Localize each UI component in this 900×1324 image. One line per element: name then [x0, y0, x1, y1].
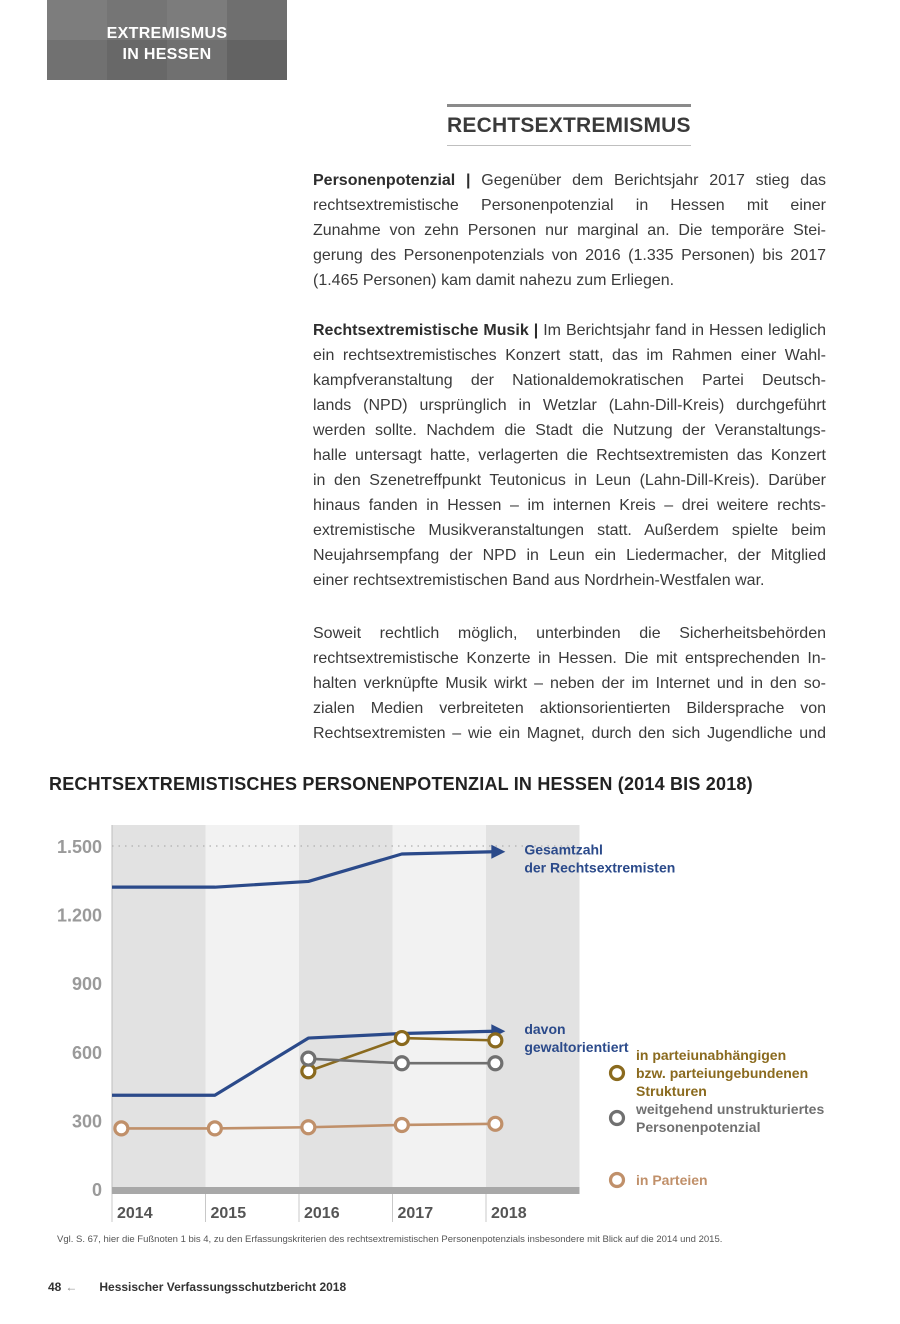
- paragraph-line: extremistische Musikveranstaltungen statt. Außerdem spielte beim: [313, 522, 826, 539]
- x-tick-label: 2018: [491, 1205, 527, 1222]
- legend-label: bzw. parteiungebundenen: [636, 1065, 809, 1081]
- chart-title: RECHTSEXTREMISTISCHES PERSONENPOTENZIAL IN HESSEN (2014 BIS 2018): [49, 774, 753, 794]
- header-line-1: EXTREMISMUS: [106, 25, 228, 42]
- paragraph-line: werden sollte. Nachdem die Stadt die Nutzung der Veranstaltungs-: [313, 422, 826, 439]
- y-tick-label: 0: [91, 1180, 102, 1200]
- series-marker: [489, 1117, 502, 1130]
- paragraph-lead: Personenpotenzial |: [313, 172, 471, 189]
- y-tick-label: 600: [71, 1042, 102, 1063]
- series-label: gewaltorientiert: [524, 1039, 629, 1056]
- series-marker: [395, 1057, 408, 1070]
- y-tick-label: 1.200: [56, 905, 102, 926]
- legend-label: Personenpotenzial: [636, 1119, 761, 1135]
- header-line-2: IN HESSEN: [122, 46, 212, 63]
- paragraph-line: einer rechtsextremistischen Band aus Nordrhein-Westfalen war.: [313, 572, 765, 589]
- paragraph-line: kampfveranstaltung der Nationaldemokratischen Partei Deutsch-: [313, 372, 826, 389]
- page-footer: [48, 1280, 346, 1294]
- paragraph-line: halten verknüpfte Musik wirkt – neben der im Internet und in den so-: [313, 675, 826, 692]
- section-header-tab: [47, 0, 287, 80]
- paragraph-line: rechtsextremistische Personenpotenzial in Hessen mit einer: [313, 197, 826, 214]
- series-marker: [302, 1052, 315, 1065]
- personenpotenzial-chart: [0, 815, 900, 1225]
- title-rule-bottom: [447, 145, 691, 146]
- paragraph-musik: [313, 318, 826, 593]
- series-marker: [489, 1034, 502, 1047]
- paragraph-line: gerung des Personenpotenzials von 2016 (1.335 Personen) bis 2017: [313, 247, 826, 264]
- y-tick-label: 900: [71, 974, 102, 995]
- x-tick-label: 2014: [117, 1205, 153, 1222]
- column-band: [112, 825, 206, 1192]
- legend-marker: [611, 1174, 624, 1187]
- series-label: davon: [524, 1021, 566, 1038]
- legend-label: weitgehend unstrukturiertes: [636, 1101, 825, 1117]
- legend-label: in Parteien: [636, 1172, 708, 1188]
- series-marker: [395, 1032, 408, 1045]
- y-tick-label: 300: [71, 1111, 102, 1132]
- paragraph-lead: Rechtsextremistische Musik |: [313, 322, 539, 339]
- series-label: der Rechtsextremisten: [524, 859, 676, 876]
- paragraph-line: rechtsextremistische Konzerte in Hessen. Die mit entsprechenden In-: [313, 650, 826, 667]
- series-marker: [115, 1122, 128, 1135]
- paragraph-line: Zunahme von zehn Personen nur marginal an. Die temporäre Stei-: [313, 222, 826, 239]
- legend-marker: [611, 1067, 624, 1080]
- paragraph-line: lands (NPD) ursprünglich in Wetzlar (Lahn-Dill-Kreis) durchgeführt: [313, 397, 826, 414]
- paragraph-line: in den Szenetreffpunkt Teutonicus in Leun (Lahn-Dill-Kreis). Darüber: [313, 472, 826, 489]
- y-tick-label: 1.500: [56, 837, 102, 857]
- x-tick-label: 2016: [304, 1205, 340, 1222]
- series-label: Gesamtzahl: [524, 841, 603, 858]
- chart-footnote: Vgl. S. 67, hier die Fußnoten 1 bis 4, zu den Erfassungskriterien des rechtsextremistischen Personenpotenzials insbesondere mit Blick auf die 2014 und 2015.: [57, 1234, 723, 1245]
- paragraph-line: halle untersagt hatte, verlagerten die Rechtsextremisten das Konzert: [313, 447, 826, 464]
- paragraph-line: ein rechtsextremistisches Konzert statt, das im Rahmen einer Wahl-: [313, 347, 826, 364]
- series-marker: [208, 1122, 221, 1135]
- page-number: 48: [48, 1280, 62, 1294]
- paragraph-line: zialen Medien verbreiteten aktionsorientierten Bildersprache von: [313, 700, 826, 717]
- column-band: [486, 825, 580, 1192]
- column-band: [206, 825, 300, 1192]
- legend-marker: [611, 1112, 624, 1125]
- x-axis-bar: [112, 1187, 580, 1194]
- x-tick-label: 2015: [210, 1205, 247, 1222]
- column-band: [393, 825, 487, 1192]
- paragraph-line: Soweit rechtlich möglich, unterbinden die Sicherheitsbehörden: [313, 625, 826, 642]
- paragraph-line: hinaus fanden in Hessen – im internen Kreis – drei weitere rechts-: [313, 497, 826, 514]
- paragraph-line: Rechtsextremisten – wie ein Magnet, durch den sich Jugendliche und: [313, 725, 826, 742]
- section-title: RECHTSEXTREMISMUS: [447, 114, 691, 137]
- legend-label: in parteiunabhängigen: [636, 1047, 787, 1063]
- paragraph-line: Rechtsextremistische Musik | Im Berichtsjahr fand in Hessen lediglich: [313, 322, 826, 339]
- title-rule-top: [447, 104, 691, 107]
- series-marker: [395, 1118, 408, 1131]
- x-tick-label: 2017: [397, 1205, 434, 1222]
- back-arrow-icon: ←: [65, 1280, 78, 1294]
- series-marker: [489, 1057, 502, 1070]
- report-title: Hessischer Verfassungsschutzbericht 2018: [99, 1280, 347, 1294]
- legend-label: Strukturen: [636, 1083, 707, 1099]
- paragraph-personenpotenzial: [313, 168, 826, 293]
- paragraph-line: (1.465 Personen) kam damit nahezu zum Erliegen.: [313, 272, 675, 289]
- paragraph-line: Personenpotenzial | Gegenüber dem Berichtsjahr 2017 stieg das: [313, 172, 826, 189]
- series-marker: [302, 1121, 315, 1134]
- paragraph-line: Neujahrsempfang der NPD in Leun ein Liedermacher, der Mitglied: [313, 547, 826, 564]
- paragraph-konzerte: [313, 621, 826, 746]
